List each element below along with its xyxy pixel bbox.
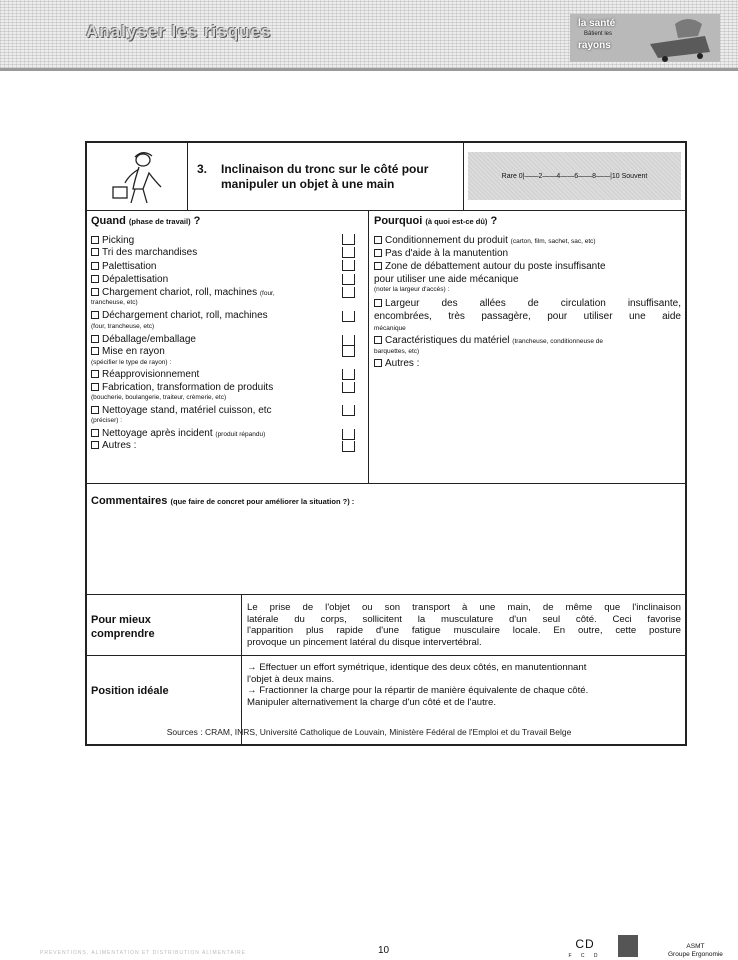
pourquoi-heading [374, 215, 497, 227]
pourquoi-heading-note: (à quoi est-ce dû) [425, 217, 488, 226]
quand-item-label: Nettoyage après incident [102, 428, 213, 439]
quand-item-label: Déballage/emballage [102, 334, 196, 345]
divider [87, 594, 685, 595]
quand-item[interactable] [91, 235, 134, 246]
quand-item-label: Chargement chariot, roll, machines [102, 287, 258, 298]
comprendre-line: l'apparition plus rapide d'une fatigue musculaire locale. En outre, cette posture [247, 625, 681, 636]
pourquoi-heading-suffix: ? [490, 215, 498, 227]
item-note: barquettes, etc) [374, 348, 420, 355]
quand-item[interactable] [91, 428, 265, 440]
answer-box[interactable] [342, 287, 355, 298]
item-note: (four, trancheuse, etc) [91, 323, 155, 330]
checkbox[interactable] [91, 275, 99, 283]
pourquoi-heading-text: Pourquoi [374, 215, 423, 227]
fcd-logo-text: F C D [568, 953, 602, 959]
page-number: 10 [378, 945, 390, 956]
checkbox[interactable] [91, 335, 99, 343]
answer-box[interactable] [342, 405, 355, 416]
asmt-group: Groupe Ergonomie [668, 951, 723, 958]
checkbox[interactable] [374, 236, 382, 244]
divider [187, 143, 188, 210]
answer-box[interactable] [342, 274, 355, 285]
checkbox[interactable] [374, 249, 382, 257]
quand-item-label: Déchargement chariot, roll, machines [102, 310, 268, 321]
answer-box[interactable] [342, 382, 355, 393]
pourquoi-item-label: Autres : [385, 358, 420, 369]
answer-box[interactable] [342, 234, 355, 245]
sheet-title [197, 162, 467, 192]
sheet-title-line1: Inclinaison du tronc sur le côté pour [221, 162, 429, 176]
pourquoi-item-cont: encombrées, très passagère, pour utiliser une aide [374, 311, 681, 322]
comments-heading-note: (que faire de concret pour améliorer la situation ?) : [170, 497, 355, 506]
divider [87, 210, 685, 211]
quand-item[interactable] [91, 261, 156, 272]
position-line: l'objet à deux mains. [247, 673, 335, 685]
quand-item-label: Autres : [102, 440, 137, 451]
risk-sheet-table [85, 141, 687, 746]
divider [87, 483, 685, 484]
pourquoi-item-label: Zone de débattement autour du poste insuffisante [385, 261, 606, 272]
item-note: (trancheuse, conditionneuse de [512, 338, 603, 345]
quand-item[interactable] [91, 382, 331, 393]
quand-item[interactable] [91, 405, 272, 416]
checkbox[interactable] [91, 262, 99, 270]
logo-text-3: rayons [578, 40, 611, 51]
comments-heading [91, 495, 354, 507]
header-logo [570, 14, 720, 62]
quand-heading-suffix: ? [193, 215, 201, 227]
pourquoi-item[interactable] [374, 358, 419, 369]
comprendre-line: Le prise de l'objet ou son transport à une main, de même que l'inclinaison [247, 602, 681, 613]
sources-line: Sources : CRAM, INRS, Université Catholique de Louvain, Ministère Fédéral de l'Emploi et du Travail Belge [166, 727, 572, 737]
quand-item-label: Nettoyage stand, matériel cuisson, etc [102, 405, 272, 416]
answer-box[interactable] [342, 441, 355, 452]
answer-box[interactable] [342, 346, 355, 357]
footer-left-text: PREVENTIONS, ALIMENTATION ET DISTRIBUTION ALIMENTAIRE [40, 950, 246, 956]
divider [368, 210, 369, 483]
item-note: (four, [259, 290, 275, 297]
quand-item[interactable] [91, 247, 197, 258]
divider [87, 655, 685, 656]
comprendre-label-line2: comprendre [91, 628, 155, 640]
comprendre-text [247, 602, 681, 648]
partner-logo-icon [618, 935, 638, 957]
quand-item-label: Fabrication, transformation de produits [102, 382, 274, 393]
quand-item[interactable] [91, 310, 331, 321]
item-note: (carton, film, sachet, sac, etc) [510, 238, 596, 245]
quand-item-label: Mise en rayon [102, 346, 165, 357]
answer-box[interactable] [342, 247, 355, 258]
pourquoi-item[interactable] [374, 335, 603, 347]
sheet-title-line2: manipuler un objet à une main [221, 177, 395, 191]
checkbox[interactable] [91, 441, 99, 449]
sheet-number: 3. [197, 162, 208, 176]
pourquoi-item-cont: pour utiliser une aide mécanique [374, 274, 519, 285]
comprendre-label-line1: Pour mieux [91, 614, 151, 626]
quand-item-label: Dépalettisation [102, 274, 169, 285]
logo-text-1: la santé [578, 18, 616, 29]
checkbox[interactable] [91, 248, 99, 256]
quand-item[interactable] [91, 287, 275, 299]
position-line: → Fractionner la charge pour la répartir de manière équivalente de chaque côté. [247, 685, 589, 696]
item-note: (boucherie, boulangerie, traiteur, crèmerie, etc) [91, 394, 227, 401]
pourquoi-item-label: Pas d'aide à la manutention [385, 248, 509, 259]
divider [241, 594, 242, 744]
item-note: (préciser) : [91, 417, 123, 424]
worker-carrying-icon [87, 143, 187, 210]
frequency-scale [468, 152, 681, 200]
quand-item[interactable] [91, 334, 196, 345]
position-label: Position idéale [91, 685, 169, 697]
fcd-logo-mark: CD [575, 937, 595, 951]
pourquoi-item[interactable] [374, 261, 681, 272]
position-line: Manipuler alternativement la charge d'un côté et de l'autre. [247, 696, 496, 708]
quand-heading [91, 215, 200, 227]
quand-item[interactable] [91, 346, 165, 357]
header-rule [0, 68, 738, 71]
position-text [247, 662, 681, 708]
checkbox[interactable] [91, 288, 99, 296]
item-note: (noter la largeur d'accès) : [374, 286, 450, 293]
checkbox[interactable] [91, 311, 99, 319]
quand-item[interactable] [91, 369, 199, 380]
comments-heading-text: Commentaires [91, 495, 168, 507]
quand-heading-text: Quand [91, 215, 126, 227]
pourquoi-item-label: Caractéristiques du matériel [385, 335, 510, 346]
pourquoi-item[interactable] [374, 298, 681, 309]
quand-item[interactable] [91, 274, 168, 285]
checkbox[interactable] [91, 406, 99, 414]
asmt-logo-text [668, 943, 723, 959]
comprendre-line: provoque un pincement latéral du disque intervertébral. [247, 636, 482, 648]
checkbox[interactable] [91, 347, 99, 355]
header-title: Analyser les risques [86, 22, 272, 41]
item-note: (spécifier le type de rayon) : [91, 359, 172, 366]
answer-box[interactable] [342, 369, 355, 380]
pourquoi-item-cont: mécanique [374, 325, 406, 332]
quand-item-label: Tri des marchandises [102, 247, 198, 258]
answer-box[interactable] [342, 429, 355, 440]
asmt-name: ASMT [686, 943, 705, 950]
item-note: (produit répandu) [215, 431, 266, 438]
pourquoi-item[interactable] [374, 235, 596, 247]
checkbox[interactable] [91, 383, 99, 391]
pourquoi-item-label: Largeur des allées de circulation insuffisante, [385, 298, 681, 309]
checkbox[interactable] [91, 429, 99, 437]
item-note: trancheuse, etc) [91, 299, 138, 306]
quand-item[interactable] [91, 440, 136, 451]
quand-item-label: Réapprovisionnement [102, 369, 200, 380]
logo-text-2: Bâtient les [584, 31, 613, 37]
quand-item-label: Palettisation [102, 261, 157, 272]
checkbox[interactable] [374, 299, 382, 307]
frequency-scale-label: Rare 0|——2——4——6——8——|10 Souvent [501, 172, 648, 180]
position-line: → Effectuer un effort symétrique, identique des deux côtés, en manutentionnant [247, 662, 587, 673]
comments-area[interactable] [89, 513, 683, 589]
answer-box[interactable] [342, 335, 355, 346]
fcd-logo [563, 935, 607, 959]
quand-item-label: Picking [102, 235, 135, 246]
checkbox[interactable] [374, 359, 382, 367]
quand-heading-note: (phase de travail) [128, 217, 191, 226]
pourquoi-item[interactable] [374, 248, 508, 259]
worker-pictogram [87, 143, 187, 210]
checkbox[interactable] [374, 262, 382, 270]
answer-box[interactable] [342, 311, 355, 322]
checkbox[interactable] [91, 236, 99, 244]
comprendre-label [91, 613, 155, 641]
comprendre-line: latérale du corps, sollicitent la musculature d'un seul côté. Ceci favorise [247, 613, 681, 625]
checkbox[interactable] [374, 336, 382, 344]
answer-box[interactable] [342, 260, 355, 271]
checkbox[interactable] [91, 370, 99, 378]
pourquoi-item-label: Conditionnement du produit [385, 235, 508, 246]
